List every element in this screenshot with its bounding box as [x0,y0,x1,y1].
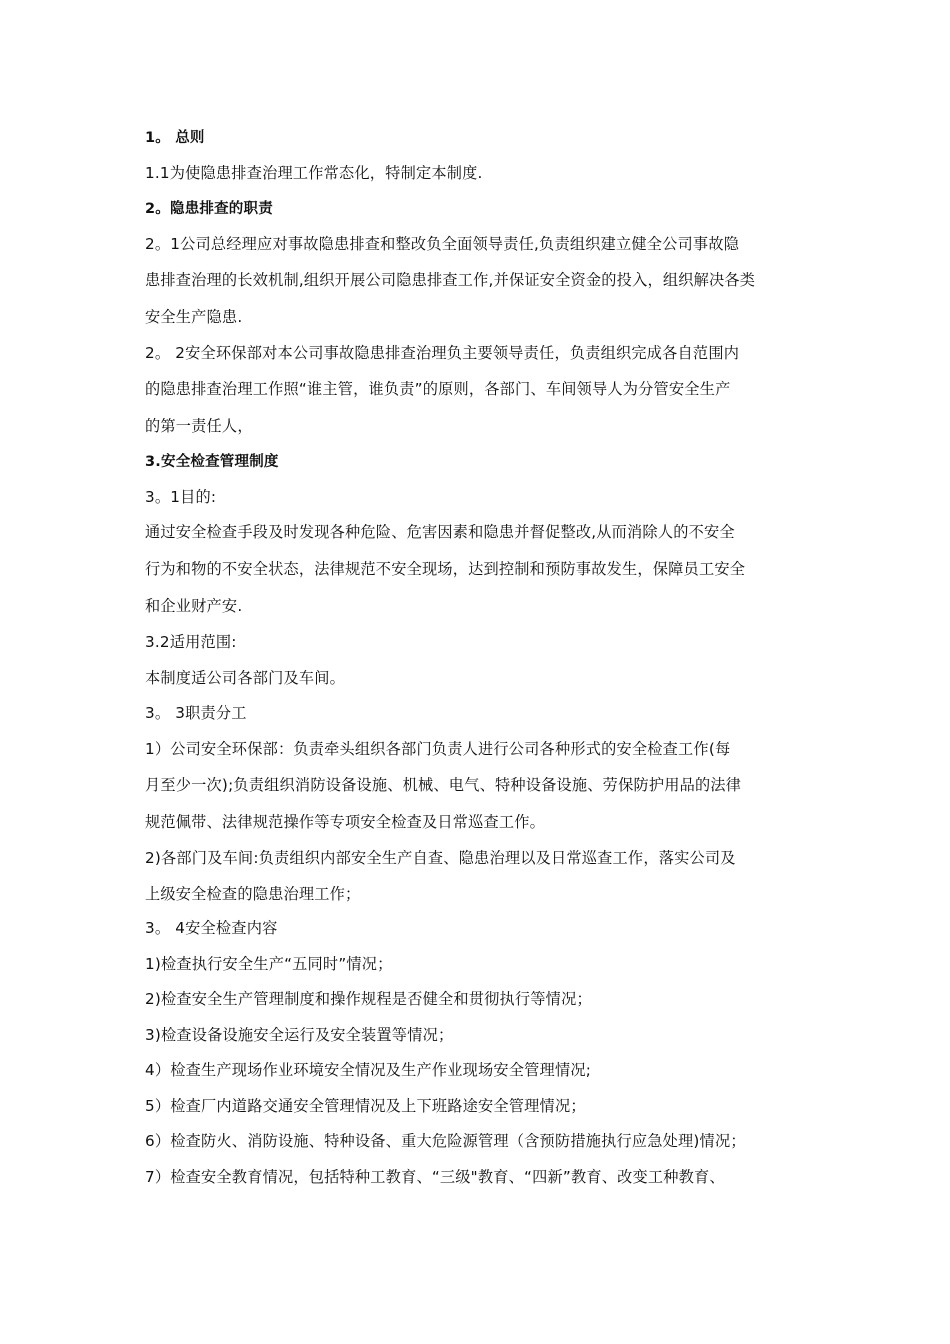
paragraph-line: 3。 4安全检查内容 [145,919,278,937]
paragraph-line: 和企业财产安. [145,597,243,615]
paragraph-line: 行为和物的不安全状态，法律规范不安全现场，达到控制和预防事故发生，保障员工安全 [145,560,746,578]
paragraph-line: 3.2适用范围: [145,633,237,651]
list-item: 5）检查厂内道路交通安全管理情况及上下班路途安全管理情况； [145,1097,586,1115]
paragraph-line: 1）公司安全环保部：负责牵头组织各部门负责人进行公司各种形式的安全检查工作(每 [145,740,731,758]
paragraph-line: 的隐患排查治理工作照“谁主管，谁负责”的原则，各部门、车间领导人为分管安全生产 [145,380,731,398]
paragraph-line: 3。1目的: [145,488,217,506]
list-item: 1)检查执行安全生产“五同时”情况； [145,955,393,973]
paragraph-line: 通过安全检查手段及时发现各种危险、危害因素和隐患并督促整改,从而消除人的不安全 [145,523,735,541]
paragraph-line: 上级安全检查的隐患治理工作； [145,885,361,903]
section-heading-general: 1。 总则 [145,130,205,146]
paragraph-line: 2)各部门及车间:负责组织内部安全生产自查、隐患治理以及日常巡查工作，落实公司及 [145,849,736,867]
section-heading-inspection: 3.安全检查管理制度 [145,454,279,470]
list-item: 7）检查安全教育情况，包括特种工教育、“三级"教育、“四新”教育、改变工种教育、 [145,1168,725,1186]
paragraph-line: 3。 3职责分工 [145,704,247,722]
list-item: 4）检查生产现场作业环境安全情况及生产作业现场安全管理情况; [145,1061,592,1079]
paragraph-line: 规范佩带、法律规范操作等专项安全检查及日常巡查工作。 [145,813,546,831]
paragraph-line: 月至少一次);负责组织消防设备设施、机械、电气、特种设备设施、劳保防护用品的法律 [145,776,742,794]
paragraph-line: 2。 2安全环保部对本公司事故隐患排查治理负主要领导责任，负责组织完成各自范围内 [145,344,740,362]
paragraph-line: 的第一责任人， [145,417,253,435]
paragraph-line: 本制度适公司各部门及车间。 [145,669,346,687]
paragraph-line: 1.1为使隐患排查治理工作常态化，特制定本制度. [145,164,483,182]
list-item: 2)检查安全生产管理制度和操作规程是否健全和贯彻执行等情况； [145,990,592,1008]
list-item: 6）检查防火、消防设施、特种设备、重大危险源管理（含预防措施执行应急处理)情况； [145,1132,746,1150]
paragraph-line: 安全生产隐患. [145,308,243,326]
paragraph-line: 2。1公司总经理应对事故隐患排查和整改负全面领导责任,负责组织建立健全公司事故隐 [145,235,740,253]
paragraph-line: 患排查治理的长效机制,组织开展公司隐患排查工作,并保证安全资金的投入，组织解决各类 [145,271,756,289]
list-item: 3)检查设备设施安全运行及安全装置等情况； [145,1026,454,1044]
section-heading-duties: 2。隐患排查的职责 [145,201,273,217]
